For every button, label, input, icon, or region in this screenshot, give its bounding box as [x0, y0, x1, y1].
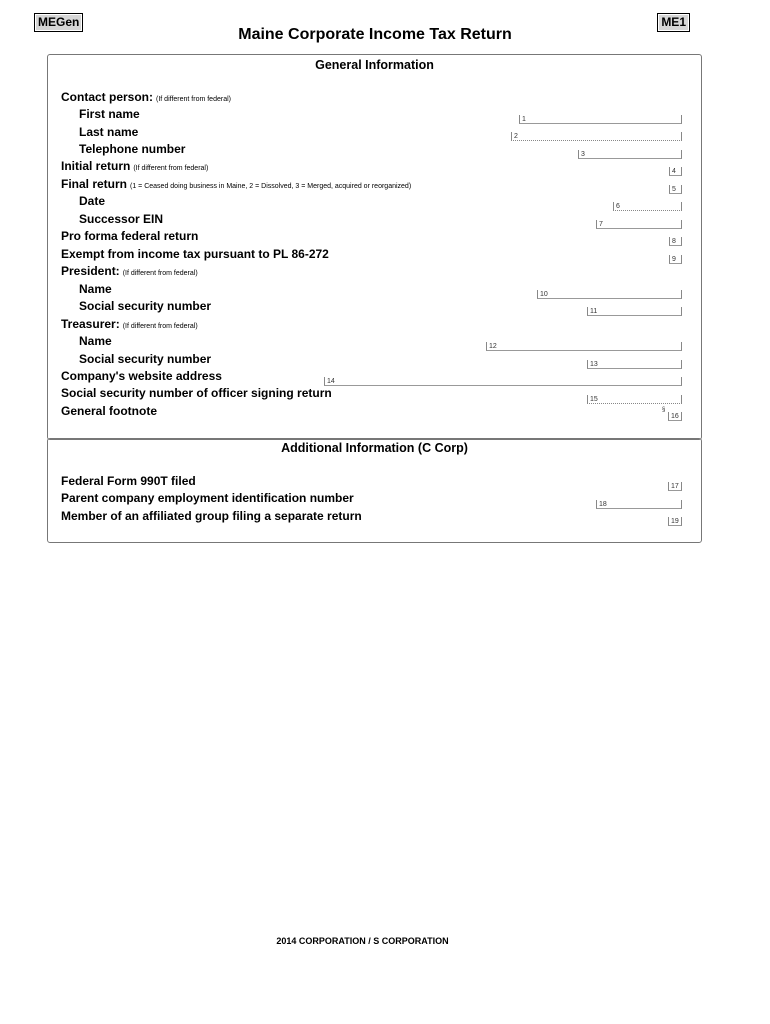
officer-ssn-label: Social security number of officer signing return — [61, 386, 332, 400]
president-name-label: Name — [79, 282, 112, 296]
treasurer-ssn-label: Social security number — [79, 352, 212, 366]
final-return-field[interactable]: 5 — [669, 185, 682, 194]
president-ssn-field[interactable]: 11 — [587, 307, 682, 316]
form-990t-label: Federal Form 990T filed — [61, 474, 196, 488]
treasurer-ssn-field[interactable]: 13 — [587, 360, 682, 369]
website-field[interactable]: 14 — [324, 377, 682, 386]
treasurer-name-label: Name — [79, 334, 112, 348]
telephone-field[interactable]: 3 — [578, 150, 682, 159]
general-footnote-label: General footnote — [61, 404, 158, 418]
telephone-label: Telephone number — [79, 142, 186, 156]
president-label: President: (If different from federal) — [61, 264, 198, 278]
form-990t-field[interactable]: 17 — [668, 482, 682, 491]
parent-ein-label: Parent company employment identification number — [61, 491, 354, 505]
initial-return-field[interactable]: 4 — [669, 167, 682, 176]
exempt-field[interactable]: 9 — [669, 255, 682, 264]
affiliated-group-label: Member of an affiliated group filing a separate return — [61, 509, 362, 523]
exempt-label: Exempt from income tax pursuant to PL 86-272 — [61, 247, 329, 261]
form-id-tag: ME1 — [657, 13, 690, 32]
officer-ssn-field[interactable]: 15 — [587, 395, 682, 404]
contact-person-label: Contact person: (If different from federal) — [61, 90, 231, 104]
first-name-label: First name — [79, 107, 140, 121]
final-return-label: Final return (1 = Ceased doing business in Maine, 2 = Dissolved, 3 = Merged, acquired or reorganized) — [61, 177, 412, 191]
treasurer-name-field[interactable]: 12 — [486, 342, 682, 351]
president-name-field[interactable]: 10 — [537, 290, 682, 299]
date-field[interactable]: 6 — [613, 202, 682, 211]
general-footnote-field[interactable]: 16 — [668, 412, 682, 421]
treasurer-label: Treasurer: (If different from federal) — [61, 317, 198, 331]
last-name-field[interactable]: 2 — [511, 132, 682, 141]
footnote-mark: § — [662, 407, 666, 413]
last-name-label: Last name — [79, 125, 139, 139]
affiliated-group-field[interactable]: 19 — [668, 517, 682, 526]
pro-forma-field[interactable]: 8 — [669, 237, 682, 246]
successor-ein-label: Successor EIN — [79, 212, 164, 226]
successor-ein-field[interactable]: 7 — [596, 220, 682, 229]
date-label: Date — [79, 194, 106, 208]
pro-forma-label: Pro forma federal return — [61, 229, 199, 243]
general-information-heading: General Information — [315, 58, 434, 72]
first-name-field[interactable]: 1 — [519, 115, 682, 124]
form-code-tag: MEGen — [34, 13, 83, 32]
form-footer: 2014 CORPORATION / S CORPORATION — [276, 936, 449, 946]
president-ssn-label: Social security number — [79, 299, 212, 313]
initial-return-label: Initial return (If different from federal) — [61, 159, 209, 173]
page-title: Maine Corporate Income Tax Return — [238, 26, 512, 43]
parent-ein-field[interactable]: 18 — [596, 500, 682, 509]
website-label: Company's website address — [61, 369, 222, 383]
additional-information-heading: Additional Information (C Corp) — [281, 441, 468, 455]
